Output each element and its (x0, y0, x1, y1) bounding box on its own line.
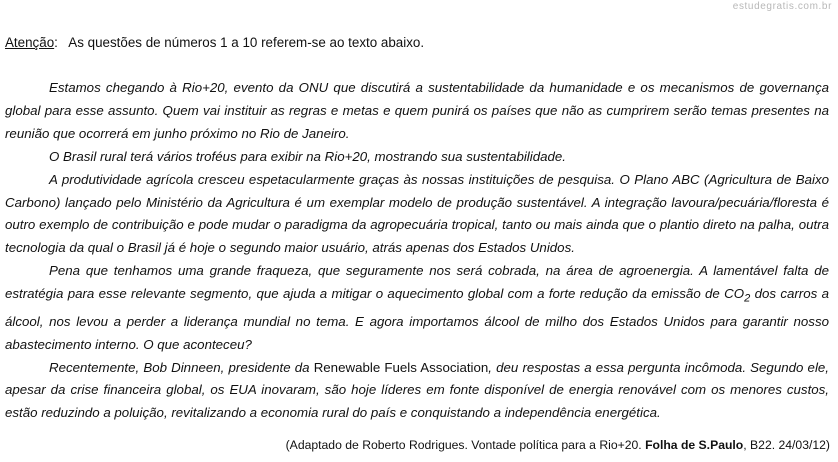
citation-prefix: (Adaptado de Roberto Rodrigues. Vontade política para a Rio+20. (285, 438, 646, 452)
paragraph-5-text-end: , deu respostas a essa pergunta incômoda. Segundo ele, apesar da crise financeira global, os EUA inovaram, são hoje líderes em fonte disponível de energia renovável com os menores custos, estão reduzindo a poluição, revitalizando a economia rural do país e conquistando a independência energética. (5, 359, 829, 421)
paragraph-4 (5, 260, 829, 356)
co2-subscript: 2 (744, 292, 751, 305)
paragraph-1-text: Estamos chegando à Rio+20, evento da ONU que discutirá a sustentabilidade da humanidade e os mecanismos de governança global para esse assunto. Quem vai instituir as regras e metas e quem punirá os países que não as cumprirem serão temas presentes na reunião que ocorrerá em junho próximo no Rio de Janeiro. (5, 80, 829, 141)
site-watermark: estudegratis.com.br (732, 1, 832, 12)
organization-name: Renewable Fuels Association (313, 359, 489, 375)
paragraph-2 (5, 146, 829, 169)
paragraph-1 (5, 77, 829, 146)
paragraph-2-text: O Brasil rural terá vários troféus para exibir na Rio+20, mostrando sua sustentabilidade. (49, 148, 566, 164)
paragraph-3-text: A produtividade agrícola cresceu espetacularmente graças às nossas instituições de pesquisa. O Plano ABC (Agricultura de Baixo Carbono) lançado pelo Ministério da Agricultura é um exemplar modelo de produção sustentável. A integração lavoura/pecuária/floresta é outro exemplo de contribuição e pode mudar o paradigma da agropecuária tropical, tanto ou mais ainda que o plantio direto na palha, outra tecnologia da qual o Brasil já é hoje o segundo maior usuário, atrás apenas dos Estados Unidos. (5, 171, 829, 256)
notice-label: Atenção (5, 35, 55, 50)
paragraph-5-text-start: Recentemente, Bob Dinneen, presidente da (49, 359, 314, 375)
paragraph-4-text-start: Pena que tenhamos uma grande fraqueza, que seguramente nos será cobrada, na área de agroenergia. A lamentável falta de estratégia para esse relevante segmento, que ajuda a mitigar o aquecimento global com a forte redução da emissão de CO (5, 263, 829, 302)
paragraph-5 (5, 357, 829, 426)
notice-text: : As questões de números 1 a 10 referem-se ao texto abaixo. (54, 35, 425, 50)
paragraph-3 (5, 169, 829, 261)
instructions-notice (5, 35, 424, 50)
citation-suffix: , B22. 24/03/12) (743, 438, 830, 452)
source-citation (286, 438, 830, 452)
reading-passage (5, 77, 829, 425)
citation-source: Folha de S.Paulo (645, 438, 744, 452)
paragraph-4-text-end: dos carros a álcool, nos levou a perder a liderança mundial no tema. E agora importamos álcool de milho dos Estados Unidos para garantir nosso abastecimento interno. O que aconteceu? (5, 286, 829, 352)
